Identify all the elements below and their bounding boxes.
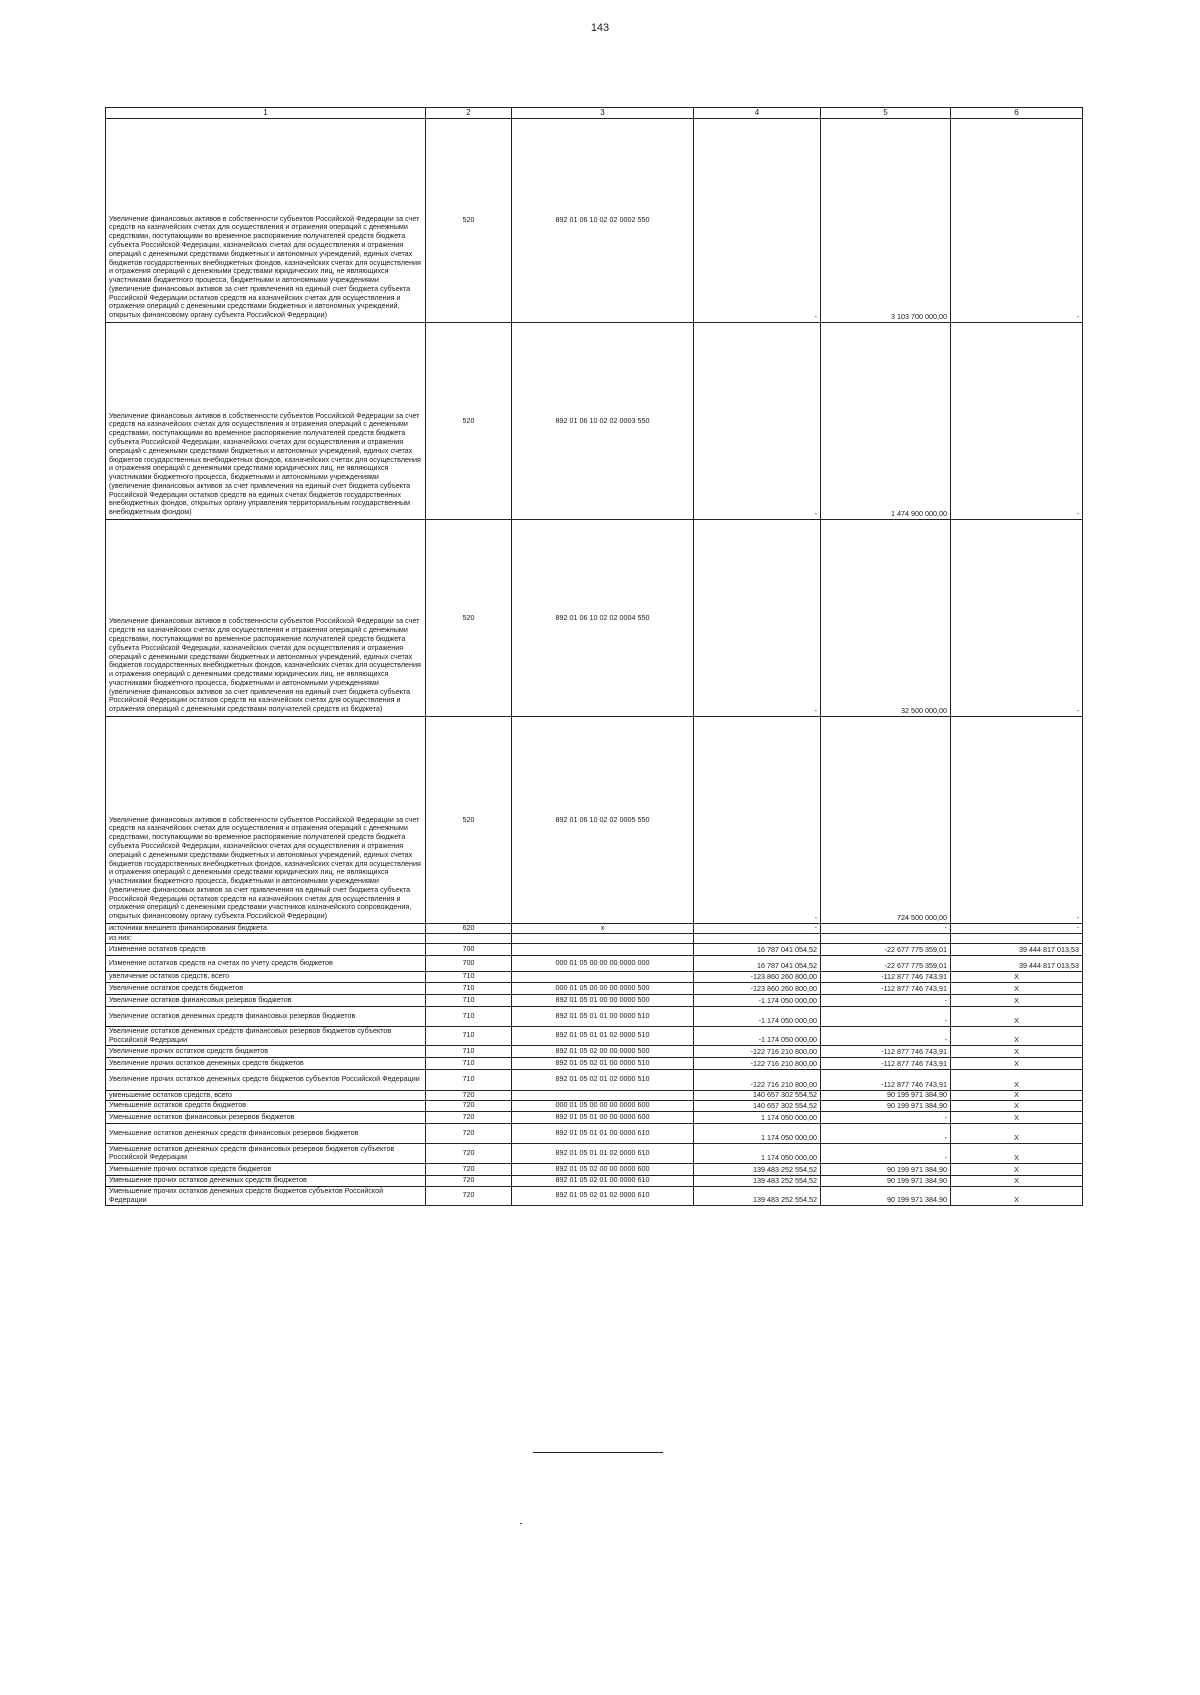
row-code: 620 [426, 924, 512, 934]
scan-mark [520, 1523, 522, 1524]
row-description: Увеличение финансовых активов в собственности субъектов Российской Федерации за счет средств на казначейских счетах для осуществления и отражения операций с денежными средствами, поступающими во временное распоряжение получателей средств бюджета субъекта Российской Федерации, казначейских счетах для осуществления и отражения операций с денежными средствами бюджетных и автономных учреждений, единых счетах бюджетов государственных внебюджетных фондов, казначейских счетах для осуществления и отражения операций с денежными средствами юридических лиц, не являющихся участниками бюджетного процесса, бюджетными и автономными учреждениями (увеличение финансовых активов за счет привлечения на единый счет бюджета субъекта Российской Федерации остатков средств на единых счетах бюджетов государственных внебюджетных фондов, открытых органу управления территориальным государственным внебюджетным фондом) [106, 323, 426, 520]
row-code: 520 [426, 717, 512, 924]
row-value-col6: X [951, 1006, 1083, 1026]
row-description: Уменьшение остатков денежных средств финансовых резервов бюджетов субъектов Российской Федерации [106, 1143, 426, 1163]
table-row [106, 1100, 1083, 1111]
row-code: 700 [426, 943, 512, 955]
row-value-col5: 90 199 971 384,90 [821, 1090, 951, 1100]
row-value-col6: X [951, 1100, 1083, 1111]
row-value-col6 [951, 934, 1083, 944]
row-value-col6: X [951, 1163, 1083, 1175]
row-value-col5: -112 877 746 743,91 [821, 982, 951, 994]
row-description: Уменьшение остатков денежных средств финансовых резервов бюджетов [106, 1123, 426, 1143]
row-description: Увеличение финансовых активов в собственности субъектов Российской Федерации за счет средств на казначейских счетах для осуществления и отражения операций с денежными средствами, поступающими во временное распоряжение получателей средств бюджета субъекта Российской Федерации, казначейских счетах для осуществления и отражения операций с денежными средствами бюджетных и автономных учреждений, единых счетах бюджетов государственных внебюджетных фондов, казначейских счетах для осуществления и отражения операций с денежными средствами юридических лиц, не являющихся участниками бюджетного процесса, бюджетными и автономными учреждениями (увеличение финансовых активов за счет привлечения на единый счет бюджета субъекта Российской Федерации остатков средств на казначейских счетах для осуществления и отражения операций с денежными средствами бюджетных и автономных учреждений, открытых финансовому органу субъекта Российской Федерации) [106, 119, 426, 323]
row-value-col6: 39 444 817 013,53 [951, 943, 1083, 955]
column-number: 2 [426, 108, 512, 119]
row-value-col5: - [821, 1143, 951, 1163]
row-value-col6: X [951, 994, 1083, 1006]
row-kbk: 892 01 05 01 01 02 0000 510 [512, 1026, 694, 1045]
row-code: 710 [426, 1069, 512, 1090]
row-code: 700 [426, 955, 512, 971]
row-kbk: x [512, 924, 694, 934]
row-code: 720 [426, 1175, 512, 1186]
row-description: Увеличение остатков финансовых резервов бюджетов [106, 994, 426, 1006]
row-kbk: 892 01 05 01 01 02 0000 610 [512, 1143, 694, 1163]
row-value-col6: - [951, 119, 1083, 323]
row-value-col5: 90 199 971 384,90 [821, 1175, 951, 1186]
row-value-col5: - [821, 1111, 951, 1123]
row-code: 710 [426, 1026, 512, 1045]
row-code: 720 [426, 1163, 512, 1175]
row-value-col6: X [951, 1111, 1083, 1123]
footer-rule [533, 1452, 663, 1453]
row-description: Увеличение прочих остатков денежных средств бюджетов субъектов Российской Федерации [106, 1069, 426, 1090]
table-row [106, 717, 1083, 924]
table-row [106, 955, 1083, 971]
row-value-col6: X [951, 1143, 1083, 1163]
row-kbk: 892 01 05 02 01 00 0000 610 [512, 1175, 694, 1186]
row-value-col6: X [951, 1175, 1083, 1186]
row-description: Изменение остатков средств [106, 943, 426, 955]
row-value-col6: X [951, 1090, 1083, 1100]
row-code: 710 [426, 971, 512, 982]
row-value-col4: 16 787 041 054,52 [694, 955, 821, 971]
row-kbk [512, 1090, 694, 1100]
table-row [106, 924, 1083, 934]
table-row [106, 1057, 1083, 1069]
row-value-col6: - [951, 520, 1083, 717]
table-row [106, 1123, 1083, 1143]
row-description: уменьшение остатков средств, всего [106, 1090, 426, 1100]
row-value-col4: 139 483 252 554,52 [694, 1163, 821, 1175]
row-value-col4: -123 860 260 800,00 [694, 971, 821, 982]
row-description: из них: [106, 934, 426, 944]
row-description: Уменьшение остатков финансовых резервов бюджетов [106, 1111, 426, 1123]
row-kbk [512, 971, 694, 982]
row-kbk: 892 01 06 10 02 02 0003 550 [512, 323, 694, 520]
row-value-col4: -122 716 210 800,00 [694, 1057, 821, 1069]
row-value-col4: - [694, 924, 821, 934]
row-value-col4: 1 174 050 000,00 [694, 1123, 821, 1143]
column-number: 4 [694, 108, 821, 119]
row-value-col4: 16 787 041 054,52 [694, 943, 821, 955]
row-value-col5: 1 474 900 000,00 [821, 323, 951, 520]
row-value-col6: X [951, 1057, 1083, 1069]
row-value-col5: - [821, 924, 951, 934]
table-row [106, 1186, 1083, 1205]
row-value-col6: - [951, 717, 1083, 924]
row-value-col5: 90 199 971 384,90 [821, 1100, 951, 1111]
row-kbk: 892 01 05 02 01 02 0000 610 [512, 1186, 694, 1205]
row-code: 720 [426, 1123, 512, 1143]
row-kbk: 892 01 05 01 01 00 0000 610 [512, 1123, 694, 1143]
table-row [106, 119, 1083, 323]
table-row [106, 1175, 1083, 1186]
row-value-col4 [694, 934, 821, 944]
row-kbk: 000 01 05 00 00 00 0000 500 [512, 982, 694, 994]
row-value-col5: 32 500 000,00 [821, 520, 951, 717]
row-value-col5: - [821, 1123, 951, 1143]
row-kbk: 000 01 05 00 00 00 0000 600 [512, 1100, 694, 1111]
column-number: 3 [512, 108, 694, 119]
row-value-col4: -1 174 050 000,00 [694, 1026, 821, 1045]
table-row [106, 943, 1083, 955]
row-description: Изменение остатков средств на счетах по учету средств бюджетов [106, 955, 426, 971]
row-code: 520 [426, 520, 512, 717]
row-value-col5: -112 877 746 743,91 [821, 1069, 951, 1090]
row-code: 520 [426, 119, 512, 323]
row-value-col4: -1 174 050 000,00 [694, 1006, 821, 1026]
row-code: 710 [426, 1006, 512, 1026]
row-kbk: 892 01 05 02 00 00 0000 600 [512, 1163, 694, 1175]
row-value-col4: -1 174 050 000,00 [694, 994, 821, 1006]
table-row [106, 1069, 1083, 1090]
row-value-col5: -22 677 775 359,01 [821, 955, 951, 971]
table-row [106, 971, 1083, 982]
row-description: увеличение остатков средств, всего [106, 971, 426, 982]
row-value-col6: X [951, 1186, 1083, 1205]
row-kbk: 892 01 05 02 00 00 0000 500 [512, 1045, 694, 1057]
row-value-col4: - [694, 717, 821, 924]
row-value-col5: 90 199 971 384,90 [821, 1163, 951, 1175]
row-code: 720 [426, 1090, 512, 1100]
row-kbk: 892 01 05 02 01 00 0000 510 [512, 1057, 694, 1069]
table-row [106, 520, 1083, 717]
column-number-row [106, 108, 1083, 119]
row-description: Уменьшение остатков средств бюджетов [106, 1100, 426, 1111]
row-value-col5: - [821, 994, 951, 1006]
column-number: 5 [821, 108, 951, 119]
column-number: 1 [106, 108, 426, 119]
row-value-col5: -112 877 746 743,91 [821, 1057, 951, 1069]
row-kbk: 000 01 05 00 00 00 0000 000 [512, 955, 694, 971]
row-value-col5: -112 877 746 743,91 [821, 1045, 951, 1057]
table-row [106, 934, 1083, 944]
row-value-col5: - [821, 1026, 951, 1045]
table-row [106, 1006, 1083, 1026]
row-value-col6: X [951, 1069, 1083, 1090]
row-value-col4: -122 716 210 800,00 [694, 1045, 821, 1057]
row-description: источники внешнего финансирования бюджета [106, 924, 426, 934]
table-row [106, 1143, 1083, 1163]
row-value-col4: 140 657 302 554,52 [694, 1100, 821, 1111]
row-description: Увеличение остатков средств бюджетов [106, 982, 426, 994]
row-description: Уменьшение прочих остатков средств бюджетов [106, 1163, 426, 1175]
row-description: Увеличение финансовых активов в собственности субъектов Российской Федерации за счет средств на казначейских счетах для осуществления и отражения операций с денежными средствами, поступающими во временное распоряжение получателей средств бюджета субъекта Российской Федерации, казначейских счетах для осуществления и отражения операций с денежными средствами бюджетных и автономных учреждений, единых счетах бюджетов государственных внебюджетных фондов, казначейских счетах для осуществления и отражения операций с денежными средствами юридических лиц, не являющихся участниками бюджетного процесса, бюджетными и автономными учреждениями (увеличение финансовых активов за счет привлечения на единый счет бюджета субъекта Российской Федерации остатков средств на казначейских счетах для осуществления и отражения операций с денежными средствами получателей средств из бюджета) [106, 520, 426, 717]
table-row [106, 982, 1083, 994]
row-value-col4: 139 483 252 554,52 [694, 1186, 821, 1205]
row-description: Уменьшение прочих остатков денежных средств бюджетов субъектов Российской Федерации [106, 1186, 426, 1205]
column-number: 6 [951, 108, 1083, 119]
row-value-col5: 90 199 971 384,90 [821, 1186, 951, 1205]
table-row [106, 994, 1083, 1006]
row-kbk [512, 943, 694, 955]
row-code: 720 [426, 1143, 512, 1163]
row-code: 520 [426, 323, 512, 520]
row-description: Увеличение остатков денежных средств финансовых резервов бюджетов субъектов Российской Федерации [106, 1026, 426, 1045]
row-value-col4: 1 174 050 000,00 [694, 1143, 821, 1163]
row-value-col4: 139 483 252 554,52 [694, 1175, 821, 1186]
row-description: Увеличение финансовых активов в собственности субъектов Российской Федерации за счет средств на казначейских счетах для осуществления и отражения операций с денежными средствами, поступающими во временное распоряжение получателей средств бюджета субъекта Российской Федерации, казначейских счетах для осуществления и отражения операций с денежными средствами бюджетных и автономных учреждений, единых счетах бюджетов государственных внебюджетных фондов, казначейских счетах для осуществления и отражения операций с денежными средствами юридических лиц, не являющихся участниками бюджетного процесса, бюджетными и автономными учреждениями (увеличение финансовых активов за счет привлечения на единый счет бюджета субъекта Российской Федерации остатков средств на казначейских счетах для осуществления и отражения операций с денежными средствами участников казначейского сопровождения, открытых финансовому органу субъекта Российской Федерации) [106, 717, 426, 924]
row-code: 720 [426, 1111, 512, 1123]
table-row [106, 1045, 1083, 1057]
row-kbk: 892 01 06 10 02 02 0005 550 [512, 717, 694, 924]
row-value-col4: - [694, 323, 821, 520]
row-value-col5: -112 877 746 743,91 [821, 971, 951, 982]
table-row [106, 1026, 1083, 1045]
budget-sources-table [105, 107, 1083, 1206]
row-code: 710 [426, 994, 512, 1006]
row-value-col4: -123 860 260 800,00 [694, 982, 821, 994]
table-row [106, 1163, 1083, 1175]
row-value-col5: -22 677 775 359,01 [821, 943, 951, 955]
row-kbk: 892 01 05 01 00 00 0000 500 [512, 994, 694, 1006]
table-row [106, 323, 1083, 520]
row-code: 710 [426, 1057, 512, 1069]
row-value-col6: 39 444 817 013,53 [951, 955, 1083, 971]
row-description: Увеличение остатков денежных средств финансовых резервов бюджетов [106, 1006, 426, 1026]
row-value-col4: 140 657 302 554,52 [694, 1090, 821, 1100]
row-kbk: 892 01 05 01 01 00 0000 510 [512, 1006, 694, 1026]
row-value-col6: X [951, 1045, 1083, 1057]
row-kbk: 892 01 05 01 00 00 0000 600 [512, 1111, 694, 1123]
row-value-col4: 1 174 050 000,00 [694, 1111, 821, 1123]
row-kbk: 892 01 05 02 01 02 0000 510 [512, 1069, 694, 1090]
row-value-col4: - [694, 119, 821, 323]
row-code: 710 [426, 982, 512, 994]
page-number: 143 [590, 22, 610, 34]
row-value-col6: - [951, 323, 1083, 520]
row-value-col5: 3 103 700 000,00 [821, 119, 951, 323]
row-code: 720 [426, 1186, 512, 1205]
row-value-col5 [821, 934, 951, 944]
table-row [106, 1090, 1083, 1100]
row-value-col6: X [951, 1123, 1083, 1143]
row-value-col5: 724 500 000,00 [821, 717, 951, 924]
row-code: 720 [426, 1100, 512, 1111]
row-value-col6: - [951, 924, 1083, 934]
row-description: Увеличение прочих остатков средств бюджетов [106, 1045, 426, 1057]
row-value-col4: -122 716 210 800,00 [694, 1069, 821, 1090]
row-description: Увеличение прочих остатков денежных средств бюджетов [106, 1057, 426, 1069]
row-kbk [512, 934, 694, 944]
row-value-col4: - [694, 520, 821, 717]
row-code [426, 934, 512, 944]
table-row [106, 1111, 1083, 1123]
row-code: 710 [426, 1045, 512, 1057]
row-kbk: 892 01 06 10 02 02 0002 550 [512, 119, 694, 323]
row-value-col6: X [951, 1026, 1083, 1045]
row-kbk: 892 01 06 10 02 02 0004 550 [512, 520, 694, 717]
row-description: Уменьшение прочих остатков денежных средств бюджетов [106, 1175, 426, 1186]
row-value-col5: - [821, 1006, 951, 1026]
row-value-col6: X [951, 982, 1083, 994]
row-value-col6: X [951, 971, 1083, 982]
